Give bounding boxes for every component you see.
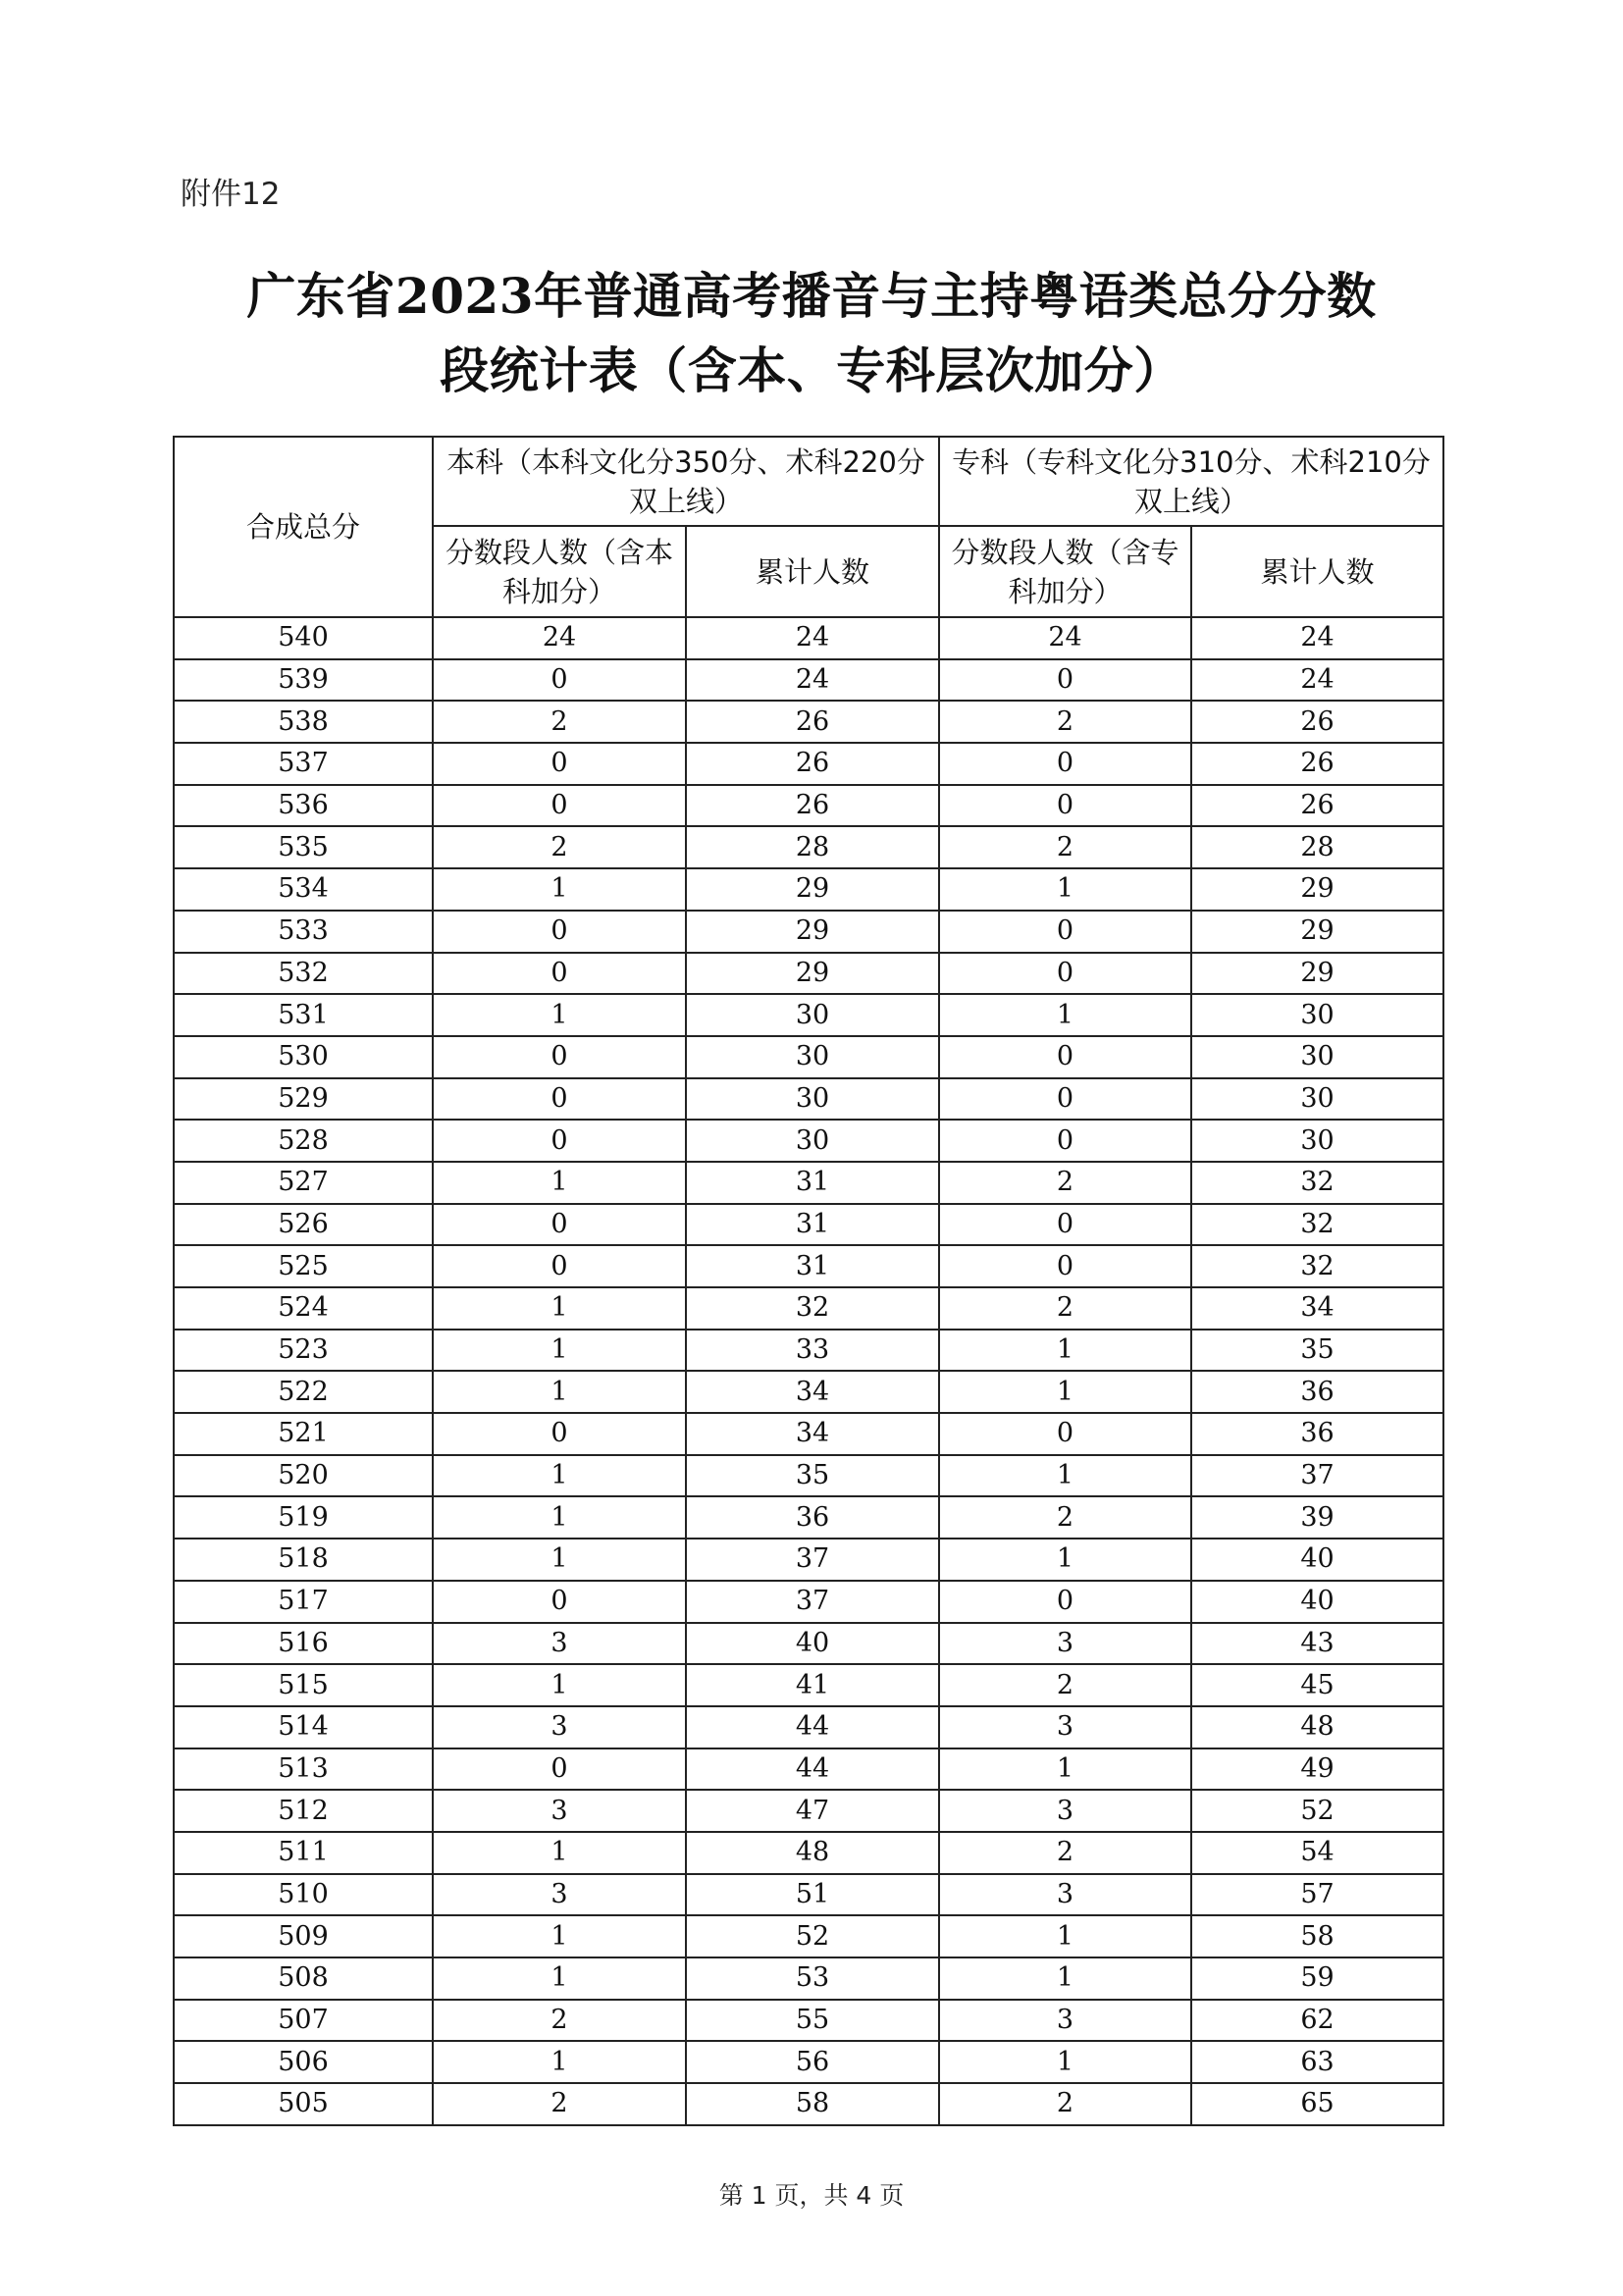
cell-zhuanke-cumulative: 29 [1191, 911, 1443, 953]
table-row [174, 1162, 1443, 1204]
cell-benke-cumulative: 41 [686, 1664, 939, 1706]
cell-zhuanke-segment-count: 0 [939, 1204, 1191, 1246]
table-row [174, 659, 1443, 702]
cell-total-score: 517 [174, 1581, 433, 1623]
table-row [174, 1455, 1443, 1497]
cell-benke-segment-count: 1 [433, 1371, 686, 1413]
cell-zhuanke-cumulative: 65 [1191, 2083, 1443, 2125]
cell-benke-cumulative: 51 [686, 1874, 939, 1916]
cell-benke-segment-count: 1 [433, 1496, 686, 1539]
table-row [174, 1371, 1443, 1413]
cell-benke-cumulative: 34 [686, 1371, 939, 1413]
attachment-label: 附件12 [181, 177, 281, 212]
cell-benke-segment-count: 2 [433, 826, 686, 868]
cell-benke-cumulative: 55 [686, 2000, 939, 2042]
cell-total-score: 539 [174, 659, 433, 702]
table-row [174, 1748, 1443, 1791]
cell-benke-segment-count: 2 [433, 2083, 686, 2125]
cell-total-score: 523 [174, 1330, 433, 1372]
cell-zhuanke-segment-count: 2 [939, 1832, 1191, 1874]
header-total-score: 合成总分 [174, 437, 433, 617]
cell-total-score: 529 [174, 1078, 433, 1121]
table-row [174, 1706, 1443, 1748]
cell-benke-segment-count: 1 [433, 1832, 686, 1874]
cell-zhuanke-cumulative: 26 [1191, 701, 1443, 743]
cell-benke-segment-count: 3 [433, 1790, 686, 1832]
header-zhuanke-segment-count: 分数段人数（含专科加分） [939, 526, 1191, 617]
cell-zhuanke-segment-count: 0 [939, 953, 1191, 995]
cell-total-score: 537 [174, 743, 433, 785]
cell-zhuanke-segment-count: 2 [939, 2083, 1191, 2125]
cell-zhuanke-cumulative: 45 [1191, 1664, 1443, 1706]
document-title-line-2: 段统计表（含本、专科层次加分） [440, 341, 1183, 399]
cell-benke-cumulative: 34 [686, 1413, 939, 1455]
table-row [174, 2083, 1443, 2125]
cell-benke-segment-count: 0 [433, 1036, 686, 1078]
cell-benke-segment-count: 0 [433, 1581, 686, 1623]
cell-zhuanke-segment-count: 1 [939, 994, 1191, 1036]
cell-benke-cumulative: 37 [686, 1581, 939, 1623]
table-row [174, 1581, 1443, 1623]
cell-total-score: 526 [174, 1204, 433, 1246]
cell-total-score: 536 [174, 785, 433, 827]
cell-benke-cumulative: 56 [686, 2041, 939, 2083]
cell-total-score: 518 [174, 1539, 433, 1581]
cell-benke-segment-count: 0 [433, 743, 686, 785]
cell-benke-segment-count: 3 [433, 1706, 686, 1748]
cell-zhuanke-segment-count: 2 [939, 826, 1191, 868]
cell-total-score: 525 [174, 1245, 433, 1287]
cell-zhuanke-cumulative: 26 [1191, 785, 1443, 827]
cell-benke-cumulative: 32 [686, 1287, 939, 1330]
cell-zhuanke-cumulative: 52 [1191, 1790, 1443, 1832]
table-row [174, 785, 1443, 827]
cell-zhuanke-segment-count: 1 [939, 1455, 1191, 1497]
cell-benke-cumulative: 26 [686, 743, 939, 785]
cell-zhuanke-cumulative: 63 [1191, 2041, 1443, 2083]
table-row [174, 1790, 1443, 1832]
cell-benke-cumulative: 30 [686, 1078, 939, 1121]
cell-zhuanke-segment-count: 1 [939, 1915, 1191, 1957]
cell-zhuanke-cumulative: 43 [1191, 1623, 1443, 1665]
cell-benke-cumulative: 47 [686, 1790, 939, 1832]
cell-benke-segment-count: 1 [433, 1957, 686, 2000]
cell-zhuanke-cumulative: 54 [1191, 1832, 1443, 1874]
table-row [174, 911, 1443, 953]
cell-benke-cumulative: 37 [686, 1539, 939, 1581]
cell-zhuanke-cumulative: 36 [1191, 1371, 1443, 1413]
cell-benke-segment-count: 0 [433, 1078, 686, 1121]
table-row [174, 1623, 1443, 1665]
cell-zhuanke-segment-count: 3 [939, 1706, 1191, 1748]
cell-zhuanke-segment-count: 1 [939, 1371, 1191, 1413]
cell-benke-cumulative: 24 [686, 617, 939, 659]
page-footer: 第 1 页，共 4 页 [718, 2181, 905, 2210]
cell-total-score: 511 [174, 1832, 433, 1874]
cell-total-score: 535 [174, 826, 433, 868]
table-row [174, 2041, 1443, 2083]
table-row [174, 1832, 1443, 1874]
cell-zhuanke-cumulative: 29 [1191, 953, 1443, 995]
cell-zhuanke-segment-count: 3 [939, 1623, 1191, 1665]
cell-benke-segment-count: 2 [433, 2000, 686, 2042]
cell-benke-segment-count: 1 [433, 1664, 686, 1706]
cell-zhuanke-cumulative: 58 [1191, 1915, 1443, 1957]
cell-benke-cumulative: 52 [686, 1915, 939, 1957]
cell-benke-segment-count: 1 [433, 868, 686, 911]
table-row [174, 868, 1443, 911]
cell-zhuanke-cumulative: 32 [1191, 1245, 1443, 1287]
cell-benke-segment-count: 0 [433, 1413, 686, 1455]
table-row [174, 1957, 1443, 2000]
cell-benke-segment-count: 3 [433, 1874, 686, 1916]
table-row [174, 826, 1443, 868]
cell-zhuanke-segment-count: 0 [939, 1078, 1191, 1121]
cell-total-score: 532 [174, 953, 433, 995]
cell-benke-cumulative: 26 [686, 701, 939, 743]
cell-zhuanke-segment-count: 1 [939, 1330, 1191, 1372]
cell-benke-cumulative: 58 [686, 2083, 939, 2125]
cell-zhuanke-cumulative: 29 [1191, 868, 1443, 911]
cell-benke-cumulative: 31 [686, 1245, 939, 1287]
cell-zhuanke-cumulative: 37 [1191, 1455, 1443, 1497]
cell-benke-segment-count: 2 [433, 701, 686, 743]
cell-total-score: 540 [174, 617, 433, 659]
cell-total-score: 513 [174, 1748, 433, 1791]
cell-zhuanke-cumulative: 59 [1191, 1957, 1443, 2000]
cell-zhuanke-segment-count: 3 [939, 1790, 1191, 1832]
cell-total-score: 506 [174, 2041, 433, 2083]
cell-total-score: 515 [174, 1664, 433, 1706]
header-zhuanke-cumulative: 累计人数 [1191, 526, 1443, 617]
cell-benke-cumulative: 31 [686, 1204, 939, 1246]
cell-benke-segment-count: 1 [433, 994, 686, 1036]
cell-benke-cumulative: 48 [686, 1832, 939, 1874]
cell-zhuanke-segment-count: 1 [939, 2041, 1191, 2083]
cell-benke-segment-count: 1 [433, 1330, 686, 1372]
cell-total-score: 527 [174, 1162, 433, 1204]
cell-zhuanke-segment-count: 0 [939, 1413, 1191, 1455]
cell-benke-segment-count: 1 [433, 1539, 686, 1581]
cell-total-score: 521 [174, 1413, 433, 1455]
table-row [174, 1915, 1443, 1957]
cell-total-score: 538 [174, 701, 433, 743]
header-benke-segment-count: 分数段人数（含本科加分） [433, 526, 686, 617]
cell-zhuanke-segment-count: 0 [939, 911, 1191, 953]
cell-benke-cumulative: 53 [686, 1957, 939, 2000]
cell-benke-segment-count: 0 [433, 659, 686, 702]
cell-zhuanke-cumulative: 49 [1191, 1748, 1443, 1791]
cell-benke-segment-count: 0 [433, 785, 686, 827]
table-row [174, 617, 1443, 659]
cell-benke-cumulative: 30 [686, 994, 939, 1036]
table-row [174, 1287, 1443, 1330]
cell-zhuanke-cumulative: 32 [1191, 1162, 1443, 1204]
header-group-zhuanke: 专科（专科文化分310分、术科210分双上线） [939, 437, 1443, 526]
cell-zhuanke-segment-count: 0 [939, 1120, 1191, 1162]
cell-benke-segment-count: 1 [433, 2041, 686, 2083]
cell-total-score: 514 [174, 1706, 433, 1748]
cell-zhuanke-cumulative: 35 [1191, 1330, 1443, 1372]
cell-total-score: 533 [174, 911, 433, 953]
table-row [174, 953, 1443, 995]
cell-total-score: 516 [174, 1623, 433, 1665]
cell-zhuanke-segment-count: 1 [939, 1748, 1191, 1791]
cell-total-score: 508 [174, 1957, 433, 2000]
cell-zhuanke-cumulative: 24 [1191, 617, 1443, 659]
cell-benke-cumulative: 28 [686, 826, 939, 868]
cell-benke-cumulative: 29 [686, 868, 939, 911]
cell-zhuanke-cumulative: 48 [1191, 1706, 1443, 1748]
cell-benke-segment-count: 1 [433, 1287, 686, 1330]
cell-zhuanke-segment-count: 1 [939, 1957, 1191, 2000]
cell-benke-cumulative: 31 [686, 1162, 939, 1204]
cell-zhuanke-cumulative: 39 [1191, 1496, 1443, 1539]
cell-total-score: 505 [174, 2083, 433, 2125]
cell-total-score: 534 [174, 868, 433, 911]
cell-zhuanke-cumulative: 28 [1191, 826, 1443, 868]
cell-zhuanke-cumulative: 62 [1191, 2000, 1443, 2042]
cell-zhuanke-cumulative: 36 [1191, 1413, 1443, 1455]
document-title-line-1: 广东省2023年普通高考播音与主持粤语类总分分数 [246, 267, 1377, 325]
cell-benke-cumulative: 29 [686, 911, 939, 953]
cell-total-score: 519 [174, 1496, 433, 1539]
cell-benke-segment-count: 0 [433, 1204, 686, 1246]
cell-zhuanke-segment-count: 2 [939, 1496, 1191, 1539]
cell-total-score: 520 [174, 1455, 433, 1497]
cell-zhuanke-segment-count: 0 [939, 1245, 1191, 1287]
cell-zhuanke-segment-count: 3 [939, 1874, 1191, 1916]
score-distribution-table [173, 436, 1444, 2126]
cell-zhuanke-cumulative: 30 [1191, 1036, 1443, 1078]
cell-benke-cumulative: 36 [686, 1496, 939, 1539]
cell-zhuanke-segment-count: 0 [939, 785, 1191, 827]
cell-zhuanke-segment-count: 1 [939, 1539, 1191, 1581]
cell-benke-cumulative: 24 [686, 659, 939, 702]
cell-total-score: 530 [174, 1036, 433, 1078]
table-row [174, 1245, 1443, 1287]
cell-benke-segment-count: 0 [433, 1120, 686, 1162]
cell-benke-segment-count: 1 [433, 1915, 686, 1957]
cell-zhuanke-cumulative: 32 [1191, 1204, 1443, 1246]
cell-total-score: 531 [174, 994, 433, 1036]
table-body [174, 617, 1443, 2125]
cell-zhuanke-cumulative: 40 [1191, 1581, 1443, 1623]
table-row [174, 1874, 1443, 1916]
cell-benke-segment-count: 24 [433, 617, 686, 659]
cell-zhuanke-segment-count: 0 [939, 743, 1191, 785]
cell-benke-segment-count: 0 [433, 953, 686, 995]
table-row [174, 743, 1443, 785]
cell-zhuanke-segment-count: 2 [939, 1664, 1191, 1706]
cell-benke-cumulative: 44 [686, 1748, 939, 1791]
table-row [174, 994, 1443, 1036]
cell-benke-cumulative: 30 [686, 1120, 939, 1162]
table-row [174, 1078, 1443, 1121]
cell-benke-segment-count: 1 [433, 1162, 686, 1204]
cell-zhuanke-segment-count: 24 [939, 617, 1191, 659]
cell-zhuanke-segment-count: 0 [939, 1581, 1191, 1623]
cell-zhuanke-segment-count: 0 [939, 1036, 1191, 1078]
table-row [174, 1330, 1443, 1372]
cell-zhuanke-cumulative: 26 [1191, 743, 1443, 785]
table-row [174, 1036, 1443, 1078]
cell-zhuanke-cumulative: 57 [1191, 1874, 1443, 1916]
cell-zhuanke-segment-count: 2 [939, 701, 1191, 743]
table-row [174, 1664, 1443, 1706]
cell-zhuanke-segment-count: 2 [939, 1287, 1191, 1330]
header-group-benke: 本科（本科文化分350分、术科220分双上线） [433, 437, 939, 526]
cell-zhuanke-cumulative: 24 [1191, 659, 1443, 702]
cell-zhuanke-cumulative: 30 [1191, 1120, 1443, 1162]
cell-benke-segment-count: 3 [433, 1623, 686, 1665]
table-row [174, 1413, 1443, 1455]
cell-total-score: 507 [174, 2000, 433, 2042]
cell-total-score: 524 [174, 1287, 433, 1330]
cell-benke-cumulative: 29 [686, 953, 939, 995]
cell-benke-cumulative: 40 [686, 1623, 939, 1665]
cell-total-score: 522 [174, 1371, 433, 1413]
table-row [174, 701, 1443, 743]
cell-benke-cumulative: 44 [686, 1706, 939, 1748]
table-row [174, 1496, 1443, 1539]
cell-benke-segment-count: 1 [433, 1455, 686, 1497]
table-row [174, 1539, 1443, 1581]
cell-total-score: 510 [174, 1874, 433, 1916]
header-benke-cumulative: 累计人数 [686, 526, 939, 617]
cell-zhuanke-cumulative: 34 [1191, 1287, 1443, 1330]
cell-benke-cumulative: 26 [686, 785, 939, 827]
cell-total-score: 528 [174, 1120, 433, 1162]
table-row [174, 2000, 1443, 2042]
table-row [174, 1120, 1443, 1162]
cell-benke-segment-count: 0 [433, 911, 686, 953]
cell-zhuanke-segment-count: 2 [939, 1162, 1191, 1204]
cell-zhuanke-segment-count: 0 [939, 659, 1191, 702]
cell-zhuanke-cumulative: 30 [1191, 1078, 1443, 1121]
cell-benke-cumulative: 30 [686, 1036, 939, 1078]
table-row [174, 1204, 1443, 1246]
cell-benke-segment-count: 0 [433, 1748, 686, 1791]
cell-zhuanke-cumulative: 40 [1191, 1539, 1443, 1581]
cell-zhuanke-cumulative: 30 [1191, 994, 1443, 1036]
cell-zhuanke-segment-count: 3 [939, 2000, 1191, 2042]
cell-benke-segment-count: 0 [433, 1245, 686, 1287]
cell-benke-cumulative: 33 [686, 1330, 939, 1372]
cell-benke-cumulative: 35 [686, 1455, 939, 1497]
cell-zhuanke-segment-count: 1 [939, 868, 1191, 911]
cell-total-score: 509 [174, 1915, 433, 1957]
cell-total-score: 512 [174, 1790, 433, 1832]
